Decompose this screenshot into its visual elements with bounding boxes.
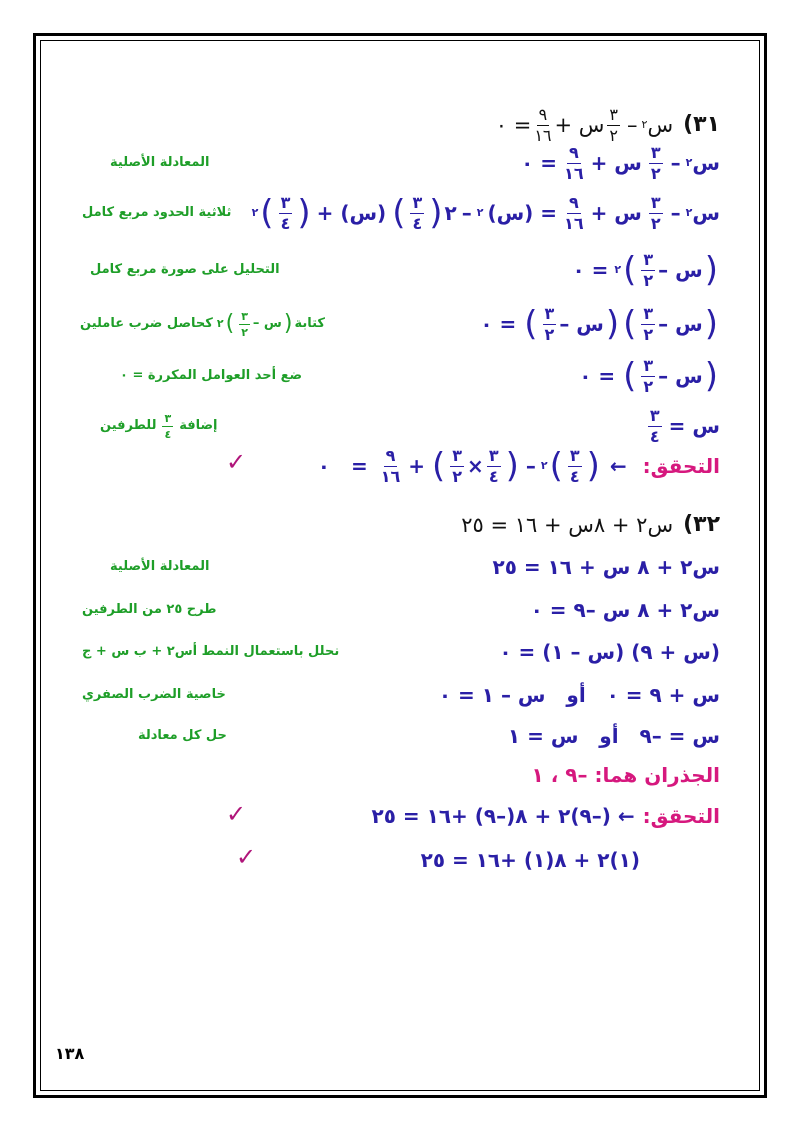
num: ٣ <box>569 445 580 465</box>
num: ٣ <box>412 192 423 212</box>
den: ٢ <box>609 125 619 145</box>
fraction-3-2 <box>641 303 655 344</box>
term: س – <box>658 364 703 388</box>
problem-31-number: ٣١) <box>683 112 720 137</box>
problem-31-equation <box>60 105 720 145</box>
fraction-3-2 <box>450 445 464 486</box>
p31-step-3 <box>60 250 720 290</box>
paren: ) <box>225 311 235 336</box>
exp: ٢ <box>685 206 693 219</box>
term: س + <box>590 151 642 175</box>
den: ٤ <box>164 427 172 441</box>
exp: ٢ <box>476 206 484 219</box>
p31-step-6 <box>60 406 720 446</box>
fraction-3-2 <box>649 142 663 183</box>
op: – <box>670 151 681 175</box>
fraction-3-2 <box>239 311 250 338</box>
num: ٣ <box>643 355 654 375</box>
paren: ) <box>392 193 406 233</box>
note-text: كحاصل ضرب عاملين <box>80 316 213 331</box>
p31-check <box>60 446 720 486</box>
num: ٩ <box>538 104 548 124</box>
fraction-3-2 <box>607 104 620 145</box>
den: ٢ <box>643 270 654 290</box>
step-note: طرح ٢٥ من الطرفين <box>82 602 217 617</box>
p32-check-2 <box>60 840 720 880</box>
num: ٩ <box>385 445 396 465</box>
exp: ٢ <box>685 156 693 169</box>
paren: ( <box>704 356 718 396</box>
step-note: ثلاثية الحدود مربع كامل <box>82 205 232 220</box>
num: ٣ <box>609 104 619 124</box>
checkmark-icon: ✓ <box>236 843 257 871</box>
term: س + <box>590 201 642 225</box>
p31-step-2 <box>60 193 720 233</box>
paren: ( <box>586 446 600 486</box>
term-s: س <box>647 113 674 137</box>
rhs: = ٠ <box>317 454 368 478</box>
term: س – <box>658 258 703 282</box>
op: – <box>670 201 681 225</box>
step-note: المعادلة الأصلية <box>110 559 210 574</box>
fraction-9-16 <box>534 104 552 145</box>
rhs: = ٠ <box>572 258 609 282</box>
fraction-9-16 <box>380 445 401 486</box>
num: ٩ <box>568 142 579 162</box>
paren: ( <box>429 193 443 233</box>
step-note: ضع أحد العوامل المكررة = ٠ <box>120 368 303 383</box>
exp: ٢ <box>251 206 259 219</box>
check-label: التحقق: <box>642 454 720 478</box>
note-text: للطرفين <box>100 418 157 433</box>
term: س <box>692 151 720 175</box>
num: ٣ <box>649 405 660 425</box>
den: ٢ <box>650 213 661 233</box>
fraction-3-2 <box>543 303 557 344</box>
step-note: المعادلة الأصلية <box>110 155 210 170</box>
term: (س) + <box>316 201 387 225</box>
step-note: حل كل معادلة <box>138 728 227 743</box>
paren: ( <box>283 311 293 336</box>
paren: ( <box>505 446 519 486</box>
term: س = <box>668 414 720 438</box>
op: – <box>525 454 536 478</box>
fraction-3-4 <box>279 192 293 233</box>
coef: ٢ <box>444 201 457 225</box>
exp: ٢ <box>540 459 548 472</box>
paren: ) <box>549 446 563 486</box>
p32-check-1 <box>60 796 720 836</box>
step-note <box>80 304 325 344</box>
op: + <box>408 454 426 478</box>
paren: ( <box>704 250 718 290</box>
fraction-3-4 <box>162 413 173 440</box>
step-equation: س = –٩ أو س = ١ <box>507 724 720 748</box>
fraction-3-4 <box>410 192 424 233</box>
step-equation: س٢ + ٨ س –٩ = ٠ <box>530 598 720 622</box>
check-equation: ← (–٩)٢ + ٨(–٩) +١٦ = ٢٥ <box>371 804 635 828</box>
den: ٢ <box>544 324 555 344</box>
roots-text: الجذران هما: –٩ ، ١ <box>531 763 720 787</box>
exp: ٢ <box>614 263 622 276</box>
term: س – <box>559 312 604 336</box>
p32-step-4 <box>60 675 720 715</box>
num: ٣ <box>241 309 248 323</box>
den: ١٦ <box>380 466 401 486</box>
paren: ) <box>524 304 538 344</box>
checkmark-icon: ✓ <box>226 800 247 828</box>
den: ٤ <box>649 426 660 446</box>
rhs: = ٠ <box>495 113 532 137</box>
check-equation: (١)٢ + ٨(١) +١٦ = ٢٥ <box>420 848 640 872</box>
p32-roots <box>60 755 720 795</box>
step-equation: س٢ + ٨ س + ١٦ = ٢٥ <box>492 555 720 579</box>
paren: ) <box>260 193 274 233</box>
paren: ) <box>623 356 637 396</box>
paren: ) <box>623 250 637 290</box>
op: – <box>627 113 638 137</box>
op: – <box>461 201 472 225</box>
paren: ( <box>704 304 718 344</box>
fraction-9-16 <box>564 192 584 233</box>
p32-step-3 <box>60 632 720 672</box>
den: ٤ <box>569 466 580 486</box>
num: ٣ <box>643 303 654 323</box>
den: ٢ <box>643 324 654 344</box>
num: ٩ <box>568 192 579 212</box>
p31-step-4 <box>60 304 720 344</box>
p31-step-1 <box>60 143 720 183</box>
fraction-3-2 <box>641 355 655 396</box>
den: ٢ <box>241 325 248 339</box>
den: ٢ <box>643 376 654 396</box>
step-equation: س + ٩ = ٠ أو س – ١ = ٠ <box>438 683 720 707</box>
fraction-3-4 <box>487 445 501 486</box>
paren: ) <box>432 446 446 486</box>
fraction-3-4 <box>568 445 582 486</box>
p32-step-2 <box>60 590 720 630</box>
num: ٣ <box>452 445 463 465</box>
step-note: نحلل باستعمال النمط أس٢ + ب س + ج <box>82 644 340 659</box>
rhs: = ٠ <box>579 364 616 388</box>
num: ٣ <box>544 303 555 323</box>
fraction-3-4 <box>648 405 662 446</box>
den: ٢ <box>452 466 463 486</box>
paren: ( <box>297 193 311 233</box>
num: ٣ <box>643 249 654 269</box>
fraction-3-2 <box>641 249 655 290</box>
term: = (س) <box>487 201 558 225</box>
p32-step-1 <box>60 547 720 587</box>
term: س – <box>658 312 703 336</box>
note-text: س – <box>252 316 282 331</box>
problem-32-equation <box>60 505 720 545</box>
num: ٣ <box>650 142 661 162</box>
den: ١٦ <box>534 125 552 145</box>
num: ٣ <box>280 192 291 212</box>
term: س + <box>554 113 605 137</box>
den: ٢ <box>650 163 661 183</box>
op: × <box>467 454 484 478</box>
den: ٤ <box>488 466 499 486</box>
den: ١٦ <box>564 163 584 183</box>
rhs: = ٠ <box>521 151 558 175</box>
problem-32-number: ٣٢) <box>683 512 720 537</box>
check-label: التحقق: <box>642 804 720 828</box>
checkmark-icon: ✓ <box>226 448 247 476</box>
paren: ( <box>605 304 620 344</box>
fraction-3-2 <box>649 192 663 233</box>
den: ٤ <box>280 213 291 233</box>
paren: ) <box>623 304 637 344</box>
num: ٣ <box>164 411 172 425</box>
term: س <box>692 201 720 225</box>
equation-text: س٢ + ٨س + ١٦ = ٢٥ <box>461 513 674 537</box>
step-note: خاصية الضرب الصفري <box>82 687 226 702</box>
arrow-icon: ← <box>609 454 627 478</box>
step-note: التحليل على صورة مربع كامل <box>90 262 280 277</box>
note-text: كتابة <box>294 316 325 331</box>
den: ١٦ <box>564 213 584 233</box>
exp: ٢ <box>216 317 224 330</box>
step-note <box>100 406 217 446</box>
note-text: إضافة <box>179 418 218 433</box>
step-equation: (س + ٩) (س – ١) = ٠ <box>499 640 720 664</box>
num: ٣ <box>650 192 661 212</box>
rhs: = ٠ <box>480 312 517 336</box>
exp: ٢ <box>641 118 648 131</box>
p31-step-5 <box>60 356 720 396</box>
page-number: ١٣٨ <box>55 1044 85 1063</box>
num: ٣ <box>488 445 499 465</box>
fraction-9-16 <box>564 142 584 183</box>
den: ٤ <box>412 213 423 233</box>
p32-step-5 <box>60 716 720 756</box>
